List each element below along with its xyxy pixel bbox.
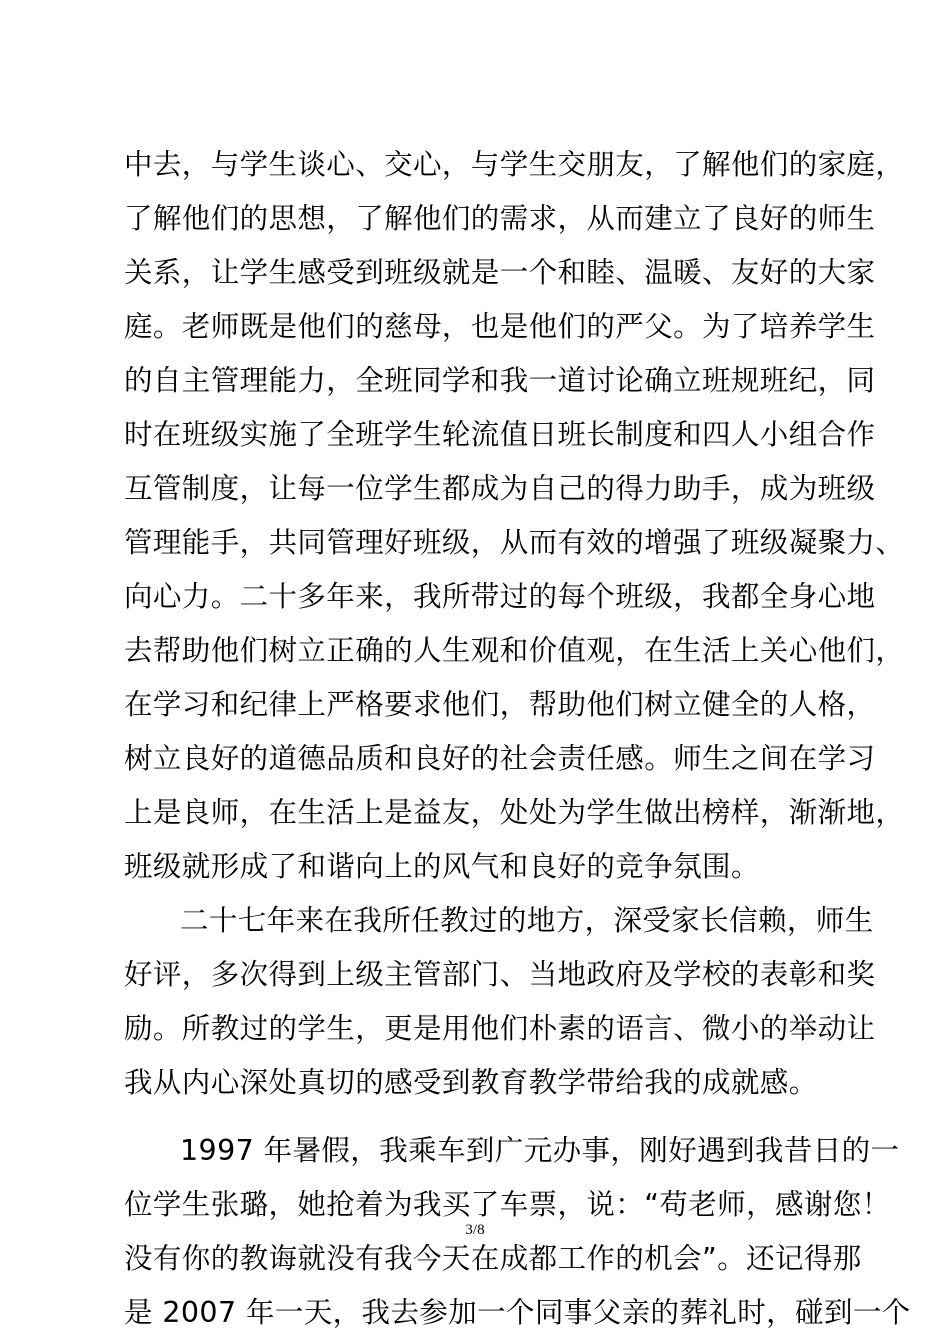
text-line: 中去，与学生谈心、交心，与学生交朋友，了解他们的家庭， xyxy=(124,148,905,181)
text-line: 的自主管理能力，全班同学和我一道讨论确立班规班纪，同 xyxy=(124,364,876,397)
text-line: 上是良师，在生活上是益友，处处为学生做出榜样，渐渐地， xyxy=(124,796,905,829)
text-line: 了解他们的思想，了解他们的需求，从而建立了良好的师生 xyxy=(124,202,876,235)
text-line: 二十七年来在我所任教过的地方，深受家长信赖，师生 xyxy=(180,904,874,937)
paragraph-spacer xyxy=(124,1110,864,1124)
text-line: 我从内心深处真切的感受到教育教学带给我的成就感。 xyxy=(124,1066,818,1099)
text-line: 庭。老师既是他们的慈母，也是他们的严父。为了培养学生 xyxy=(124,310,876,343)
text-line: 在学习和纪律上严格要求他们，帮助他们树立健全的人格， xyxy=(124,688,876,721)
text-line: 好评，多次得到上级主管部门、当地政府及学校的表彰和奖 xyxy=(124,958,876,991)
text-line: 时在班级实施了全班学生轮流值日班长制度和四人小组合作 xyxy=(124,418,876,451)
paragraph-1 xyxy=(124,138,905,894)
page-number: 3/8 xyxy=(465,1222,485,1238)
paragraph-2 xyxy=(124,894,876,1110)
text-line: 关系，让学生感受到班级就是一个和睦、温暖、友好的大家 xyxy=(124,256,876,289)
text-line: 互管制度，让每一位学生都成为自己的得力助手，成为班级 xyxy=(124,472,876,505)
text-line: 位学生张璐，她抢着为我买了车票，说：“苟老师，感谢您！ xyxy=(124,1188,891,1221)
text-line: 管理能手，共同管理好班级，从而有效的增强了班级凝聚力、 xyxy=(124,526,905,559)
text-line: 没有你的教诲就没有我今天在成都工作的机会”。还记得那 xyxy=(124,1242,862,1275)
text-line: 向心力。二十多年来，我所带过的每个班级，我都全身心地 xyxy=(124,580,876,613)
text-line: 励。所教过的学生，更是用他们朴素的语言、微小的举动让 xyxy=(124,1012,876,1045)
text-line: 树立良好的道德品质和良好的社会责任感。师生之间在学习 xyxy=(124,742,876,775)
text-line: 去帮助他们树立正确的人生观和价值观，在生活上关心他们， xyxy=(124,634,905,667)
text-line: 1997 年暑假，我乘车到广元办事，刚好遇到我昔日的一 xyxy=(180,1134,900,1167)
text-line: 班级就形成了和谐向上的风气和良好的竞争氛围。 xyxy=(124,850,760,883)
body-text xyxy=(124,138,911,1340)
text-line: 是 2007 年一天，我去参加一个同事父亲的葬礼时，碰到一个 xyxy=(124,1296,911,1329)
